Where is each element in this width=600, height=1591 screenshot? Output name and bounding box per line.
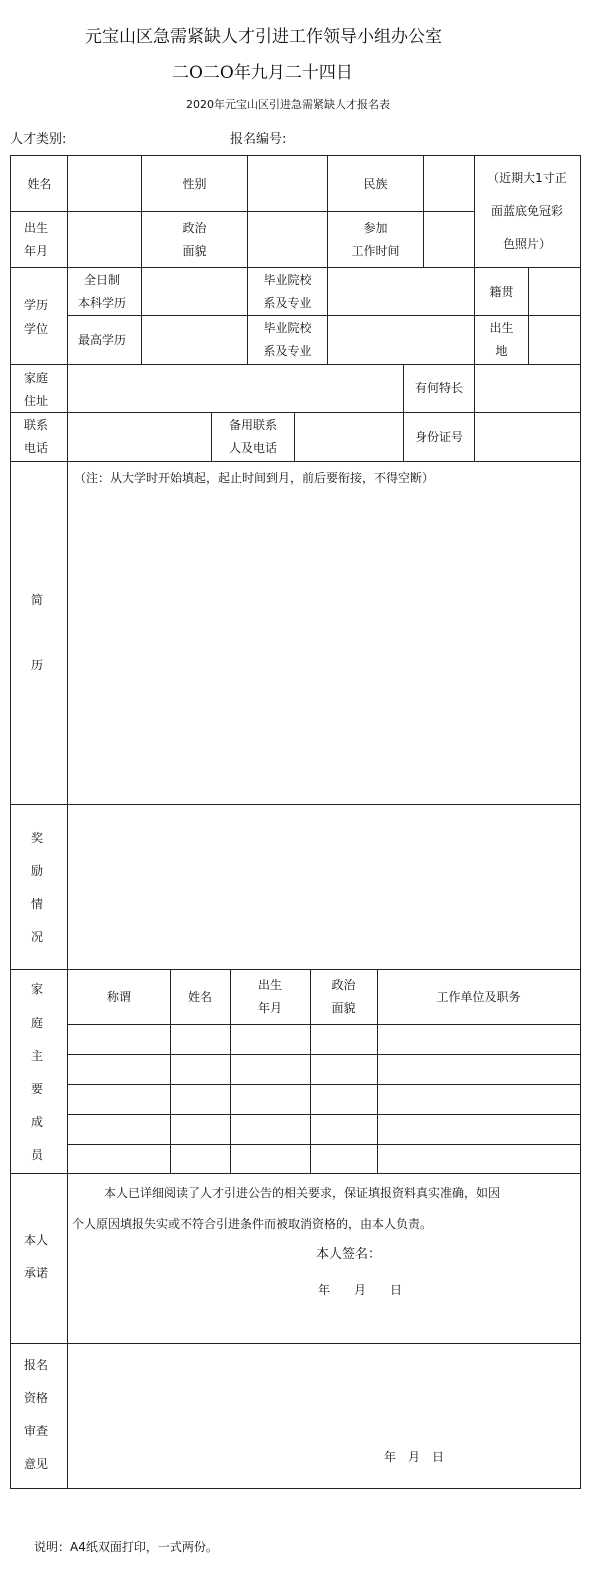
grid-hline: [10, 1343, 581, 1344]
pledge-date: 年 月 日: [318, 1283, 403, 1297]
label-family-2: 庭: [31, 1016, 44, 1030]
label-specialty: 有何特长: [414, 381, 463, 395]
label-name: 姓名: [27, 177, 52, 191]
grid-hline: [10, 461, 581, 462]
label-resume-2: 历: [31, 658, 44, 672]
label-phone-1: 联系: [24, 418, 49, 432]
photo-note-3: 色照片）: [502, 237, 551, 251]
label-award-4: 况: [31, 930, 44, 944]
label-family-3: 主: [31, 1049, 44, 1063]
label-review-2: 资格: [24, 1391, 49, 1405]
grid-vline: [67, 1343, 68, 1489]
label-edu-2: 学位: [24, 322, 49, 336]
grid-vline: [474, 412, 475, 462]
label-family-1: 家: [31, 982, 44, 996]
label-political-2: 面貌: [182, 244, 207, 258]
grid-vline: [327, 267, 328, 365]
grid-hline: [10, 804, 581, 805]
label-edu-1: 学历: [24, 298, 49, 312]
grid-vline: [247, 155, 248, 268]
label-home-1: 家庭: [24, 371, 49, 385]
label-family-4: 要: [31, 1082, 44, 1096]
grid-hline: [10, 969, 581, 970]
grid-hline: [10, 364, 581, 365]
grid-vline: [141, 267, 142, 365]
label-fulltime-1: 全日制: [84, 273, 121, 287]
label-gender: 性别: [182, 177, 207, 191]
photo-note-1: （近期大1寸正: [487, 171, 567, 185]
review-date: 年 月 日: [384, 1450, 445, 1464]
fam-header-work: 工作单位及职务: [436, 990, 521, 1004]
grid-vline: [67, 461, 68, 805]
photo-note-2: 面蓝底免冠彩: [490, 204, 563, 218]
label-birthplace-1: 出生: [489, 321, 514, 335]
signature-label: 本人签名：: [316, 1247, 382, 1262]
table-bottom-border: [10, 1488, 581, 1489]
label-ethnicity: 民族: [363, 177, 388, 191]
grid-vline: [67, 364, 68, 413]
grid-vline: [294, 412, 295, 462]
footer-note: 说明：A4纸双面打印，一式两份。: [34, 1540, 218, 1554]
label-home-2: 住址: [24, 394, 49, 408]
resume-note: （注：从大学时开始填起，起止时间到月，前后要衔接，不得空断）: [74, 471, 435, 485]
label-birth-2: 年月: [24, 244, 49, 258]
grid-vline: [67, 804, 68, 970]
grid-hline: [10, 211, 475, 212]
label-phone-2: 电话: [24, 441, 49, 455]
table-left-border: [10, 155, 11, 1489]
issuer-title: 元宝山区急需紧缺人才引进工作领导小组办公室: [85, 27, 442, 47]
label-pledge-1: 本人: [24, 1233, 49, 1247]
fam-header-relation: 称谓: [106, 990, 131, 1004]
fam-header-birth-2: 年月: [257, 1001, 282, 1015]
grid-hline: [10, 412, 581, 413]
label-birth-1: 出生: [24, 221, 49, 235]
label-grad-school-2: 系及专业: [263, 296, 312, 310]
label-id-no: 身份证号: [414, 430, 463, 444]
fam-header-name: 姓名: [187, 990, 212, 1004]
grid-hline: [67, 1144, 581, 1145]
pledge-text-1: 本人已详细阅读了人才引进公告的相关要求，保证填报资料真实准确，如因: [104, 1186, 501, 1200]
label-native: 籍贯: [489, 285, 514, 299]
fam-header-birth-1: 出生: [257, 978, 282, 992]
label-alt-contact-2: 人及电话: [228, 441, 277, 455]
form-title: 2020年元宝山区引进急需紧缺人才报名表: [186, 98, 390, 111]
issue-date: 二O二O年九月二十四日: [172, 63, 353, 83]
grid-hline: [10, 1173, 581, 1174]
pledge-text-2: 个人原因填报失实或不符合引进条件而被取消资格的，由本人负责。: [72, 1217, 433, 1231]
label-resume-1: 简: [31, 593, 44, 607]
label-political-1: 政治: [182, 221, 207, 235]
label-birthplace-2: 地: [495, 344, 508, 358]
label-award-1: 奖: [31, 831, 44, 845]
label-family-6: 员: [31, 1148, 44, 1162]
label-award-2: 励: [31, 864, 44, 878]
grid-hline: [67, 1084, 581, 1085]
label-work-2: 工作时间: [351, 244, 400, 258]
grid-hline: [67, 1054, 581, 1055]
label-grad-school2-2: 系及专业: [263, 344, 312, 358]
label-fulltime-2: 本科学历: [78, 296, 127, 310]
grid-vline: [474, 364, 475, 413]
label-alt-contact-1: 备用联系: [228, 418, 277, 432]
label-review-4: 意见: [24, 1457, 49, 1471]
grid-vline: [67, 267, 68, 365]
label-work-1: 参加: [363, 221, 388, 235]
table-top-border: [10, 155, 581, 156]
grid-hline: [67, 1024, 581, 1025]
label-grad-school2-1: 毕业院校: [263, 321, 312, 335]
category-label: 人才类别:: [10, 132, 67, 147]
grid-vline: [67, 155, 68, 268]
label-review-3: 审查: [24, 1424, 49, 1438]
grid-hline: [67, 1114, 581, 1115]
grid-vline: [67, 412, 68, 462]
fam-header-political-1: 政治: [331, 978, 356, 992]
label-family-5: 成: [31, 1115, 44, 1129]
label-review-1: 报名: [24, 1358, 49, 1372]
label-highest-edu: 最高学历: [78, 333, 127, 347]
label-grad-school-1: 毕业院校: [263, 273, 312, 287]
reg-no-label: 报名编号:: [230, 132, 287, 147]
fam-header-political-2: 面貌: [331, 1001, 356, 1015]
label-pledge-2: 承诺: [24, 1266, 49, 1280]
table-right-border: [580, 155, 581, 1489]
label-award-3: 情: [31, 897, 44, 911]
grid-vline: [67, 1173, 68, 1344]
grid-vline: [423, 155, 424, 268]
